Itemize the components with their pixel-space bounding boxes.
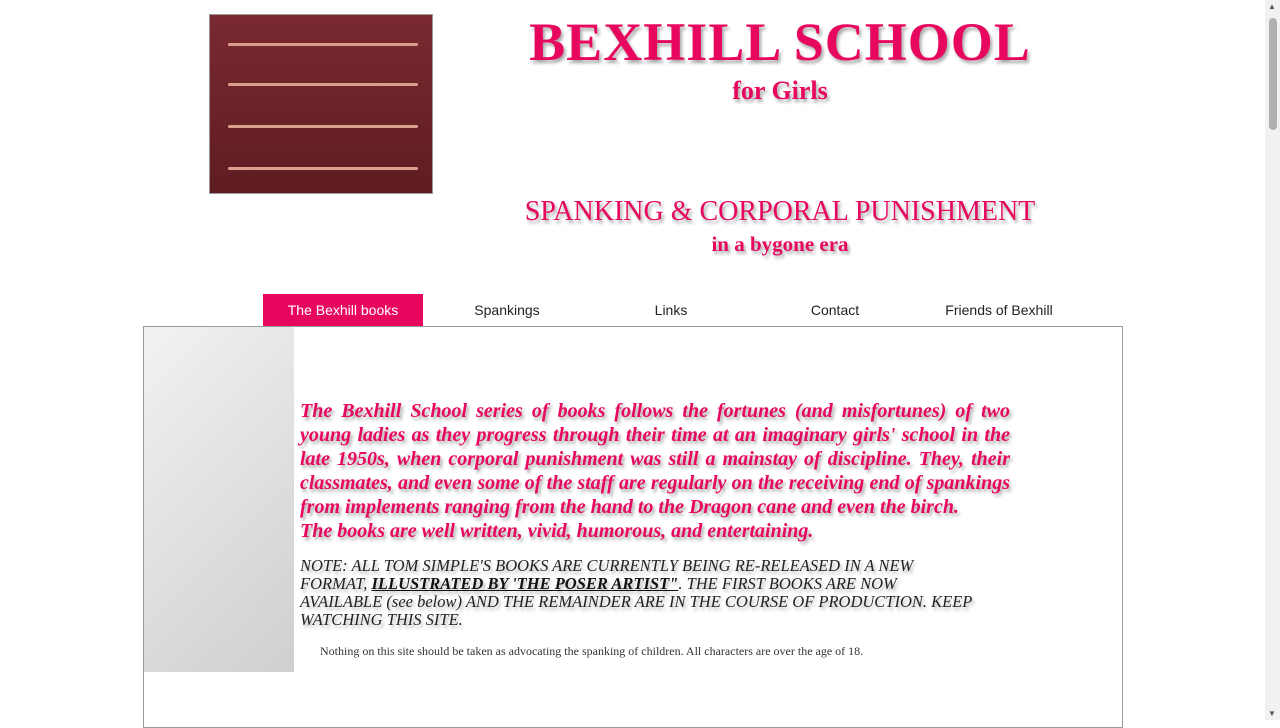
header-image xyxy=(209,14,433,194)
site-title: BEXHILL SCHOOL xyxy=(529,12,1031,72)
main-nav xyxy=(263,294,1083,326)
scroll-up-icon[interactable]: ▲ xyxy=(1268,2,1276,11)
content-panel xyxy=(143,326,1123,728)
release-note xyxy=(300,557,980,629)
tagline: SPANKING & CORPORAL PUNISHMENT xyxy=(524,196,1036,227)
header-text xyxy=(450,10,1110,258)
poser-artist-link[interactable]: ILLUSTRATED BY 'THE POSER ARTIST" xyxy=(371,574,679,593)
nav-item-bexhill-books[interactable]: The Bexhill books xyxy=(263,294,423,326)
tagline-sub: in a bygone era xyxy=(711,232,849,256)
nav-item-links[interactable]: Links xyxy=(654,302,688,318)
nav-item-friends[interactable]: Friends of Bexhill xyxy=(945,302,1053,318)
intro-paragraph: The Bexhill School series of books follows the fortunes (and misfortunes) of two young ladies as they progress through their time at an imaginary girls' school in the late 1950s, when corporal punishment was still a mainstay of discipline. They, their classmates, and even some of the staff are regularly on the receiving end of spankings from implements ranging from the hand to the Dragon cane and even the birch. xyxy=(300,400,1010,518)
site-subtitle: for Girls xyxy=(732,76,828,105)
scroll-down-icon[interactable]: ▼ xyxy=(1268,709,1276,718)
scroll-thumb[interactable] xyxy=(1269,18,1277,130)
note-text-cont: . THE FIRST BOOKS ARE NOW AVAILABLE (see below) AND THE REMAINDER ARE IN THE COURSE OF PRODUCTION. KEEP WATCHING THIS SITE. xyxy=(300,574,973,629)
nav-item-spankings[interactable]: Spankings xyxy=(474,302,540,318)
note-text: NOTE: ALL TOM SIMPLE'S BOOKS ARE CURRENTLY BEING RE-RELEASED IN A NEW FORMAT, xyxy=(300,556,914,593)
intro-summary: The books are well written, vivid, humorous, and entertaining. xyxy=(300,520,814,542)
text-column xyxy=(300,399,1010,659)
nav-item-contact[interactable]: Contact xyxy=(810,302,860,318)
illustration-image xyxy=(144,327,294,672)
scrollbar[interactable] xyxy=(1265,0,1280,720)
intro-text xyxy=(300,399,1010,543)
disclaimer: Nothing on this site should be taken as advocating the spanking of children. All characters are over the age of 18. xyxy=(320,644,864,658)
